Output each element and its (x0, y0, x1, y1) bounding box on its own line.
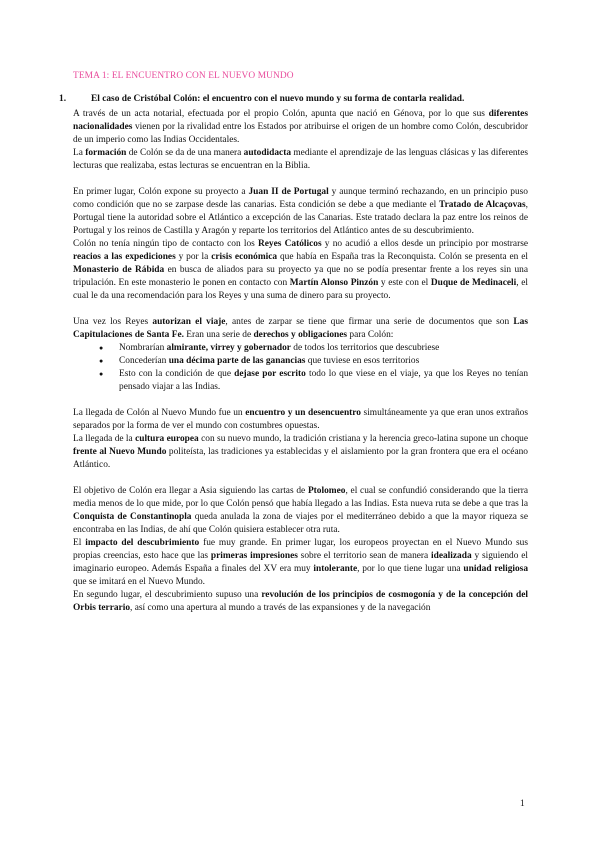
text-run: y por la (175, 252, 212, 262)
bold-text: Ptolomeo (307, 486, 346, 496)
text-run: En primer lugar, Colón expone su proyecto a (73, 187, 249, 197)
text-run: queda anulada la zona de viajes por el mediterráneo debido a que la mayor riqueza se encontraba en las Indias, de ahí que Colón quisiera establecer otra ruta. (73, 512, 528, 535)
text-run: que tuviese en esos territorios (305, 356, 420, 366)
bold-text: Martín Alonso Pinzón (289, 278, 379, 288)
text-run: La llegada de la (73, 434, 136, 444)
text-run: que se imitará en el Nuevo Mundo. (73, 577, 205, 587)
bold-text: frente al Nuevo Mundo (73, 447, 167, 457)
paragraphs-block-1 (73, 108, 528, 342)
text-run: fue muy grande. En primer lugar, los europeos proyectan en el Nuevo Mundo sus propias creencias, esto hace que las (73, 538, 528, 561)
text-run: de Colón se da de una manera (126, 148, 244, 158)
text-run: , el cual se confundió considerando que la tierra media menos de lo que mide, por lo que Colón pensó que había llegado a las Indias. Esta nueva ruta se debe a que tras la (73, 486, 529, 509)
text-run: , Portugal tiene la autoridad sobre el Atlántico a excepción de las Canarias. Este tratado declara la paz entre los reinos de Portugal y los reinos de Castilla y Aragón y reparte los territorios del Atlántico antes de su descubrimiento. (73, 200, 528, 236)
text-run: de todos los territorios que descubriese (290, 343, 440, 353)
text-run: Una vez los Reyes (73, 317, 153, 327)
paragraph (73, 316, 528, 342)
bold-text: dejase por escrito (234, 369, 306, 379)
text-run: Colón no tenía ningún tipo de contacto con los (73, 239, 258, 249)
text-run: El objetivo de Colón era llegar a Asia siguiendo las cartas de (73, 486, 308, 496)
bullet-item (99, 368, 528, 394)
paragraph (73, 238, 528, 303)
bullet-list (73, 342, 528, 394)
bold-text: autodidacta (243, 148, 292, 158)
text-run: para Colón: (347, 330, 394, 340)
bullet-item (99, 342, 528, 355)
bold-text: Reyes Católicos (258, 239, 322, 249)
paragraph (73, 485, 528, 537)
bold-text: diferentes nacionalidades (73, 109, 528, 132)
page-number: 1 (520, 799, 525, 809)
text-run: , antes de zarpar se tiene que firmar una serie de documentos que son (225, 317, 514, 327)
text-run: Esto con la condición de que (119, 369, 235, 379)
bold-text: primeras impresiones (210, 551, 298, 561)
bold-text: crisis económica (211, 252, 278, 262)
text-run: y no acudió a ellos desde un principio por mostrarse (321, 239, 529, 249)
text-run: todo lo que viese en el viaje, ya que los Reyes no tenían pensado viajar a las Indias. (119, 369, 529, 392)
text-run: y aunque terminó rechazando, en un principio puso como condición que no se zarpase desde las canarias. Esta condición se debe a que mediante el (73, 187, 528, 210)
text-run: La (73, 148, 86, 158)
bold-text: cultura europea (135, 434, 199, 444)
bold-text: una décima parte de las ganancias (168, 356, 306, 366)
text-run: y siguiendo el imaginario europeo. Además España a finales del XV era muy (73, 551, 528, 574)
text-run: sobre el territorio sean de manera (297, 551, 432, 561)
bold-text: Duque de Medinaceli (430, 278, 517, 288)
text-run: que había en España tras la Reconquista. Colón se presenta en el (277, 252, 529, 262)
text-run: con su nuevo mundo, la tradición cristiana y la herencia greco-latina supone un choque (198, 434, 529, 444)
paragraph (73, 108, 528, 147)
bold-text: revolución de los principios de cosmogonía y de la concepción del Orbis terrario (73, 590, 528, 613)
text-run: En segundo lugar, el descubrimiento supuso una (73, 590, 262, 600)
bold-text: Tratado de Alcaçovas (439, 200, 526, 210)
text-run: A través de un acta notarial, efectuada por el propio Colón, apunta que nació en Génova, por lo que sus (73, 109, 489, 119)
paragraph (73, 589, 528, 615)
text-run: El (73, 538, 86, 548)
text-run: en busca de aliados para su proyecto ya que no se podía presentar frente a los reyes sin una tripulación. En este monasterio le ponen en contacto con (73, 265, 528, 288)
paragraph (73, 147, 528, 173)
paragraph (73, 537, 528, 589)
section-number: 1. (59, 94, 67, 104)
bold-text: derechos y obligaciones (253, 330, 348, 340)
paragraph (73, 433, 528, 472)
bold-text: Juan II de Portugal (248, 187, 329, 197)
text-run: Nombrarían (119, 343, 167, 353)
bold-text: Monasterio de Rábida (73, 265, 165, 275)
bold-text: formación (85, 148, 127, 158)
bullet-item (99, 355, 528, 368)
section-heading-text: El caso de Cristóbal Colón: el encuentro con el nuevo mundo y su forma de contarla realidad. (91, 94, 465, 104)
text-run: y este con el (378, 278, 431, 288)
bold-text: unidad religiosa (463, 564, 529, 574)
bold-text: almirante, virrey y gobernador (166, 343, 291, 353)
bold-text: Las Capitulaciones de Santa Fe. (73, 317, 528, 340)
section-heading (59, 93, 528, 106)
document-body (59, 70, 529, 615)
bold-text: Conquista de Constantinopla (73, 512, 192, 522)
paragraph-spacer (73, 394, 528, 407)
text-run: politeísta, las tradiciones ya establecidas y el aislamiento por la gran frontera que era el océano Atlántico. (73, 447, 528, 470)
paragraph-spacer (73, 173, 528, 186)
text-run: La llegada de Colón al Nuevo Mundo fue un (73, 408, 246, 418)
text-run: vienen por la rivalidad entre los Estados por atribuirse el origen de un hombre como Colón, descubridor de un imperio como las Indias Occidentales. (73, 122, 528, 145)
text-run: , por lo que tiene lugar una (357, 564, 464, 574)
document-title: TEMA 1: EL ENCUENTRO CON EL NUEVO MUNDO (73, 71, 294, 81)
bold-text: reacios a las expediciones (73, 252, 176, 262)
paragraph-spacer (73, 472, 528, 485)
text-run: simultáneamente ya que eran unos extraños separados por la forma de ver el mundo con costumbres opuestas. (73, 408, 528, 431)
bold-text: encuentro y un desencuentro (245, 408, 361, 418)
text-run: , el cual le da una recomendación para los Reyes y una suma de dinero para su proyecto. (73, 278, 528, 301)
text-run: Eran una serie de (183, 330, 254, 340)
paragraphs-block-2 (73, 394, 528, 615)
text-run: Concederían (119, 356, 169, 366)
text-run: mediante el aprendizaje de las lenguas clásicas y las diferentes lecturas que realizaba, estas lecturas se encuentran en la Biblia. (73, 148, 529, 171)
bold-text: idealizada (431, 551, 472, 561)
bold-text: impacto del descubrimiento (85, 538, 200, 548)
paragraph (73, 407, 528, 433)
bold-text: autorizan el viaje (152, 317, 226, 327)
bold-text: intolerante (313, 564, 358, 574)
text-run: , así como una apertura al mundo a través de las expansiones y de la navegación (130, 603, 431, 613)
paragraph (73, 186, 528, 238)
paragraph-spacer (73, 303, 528, 316)
